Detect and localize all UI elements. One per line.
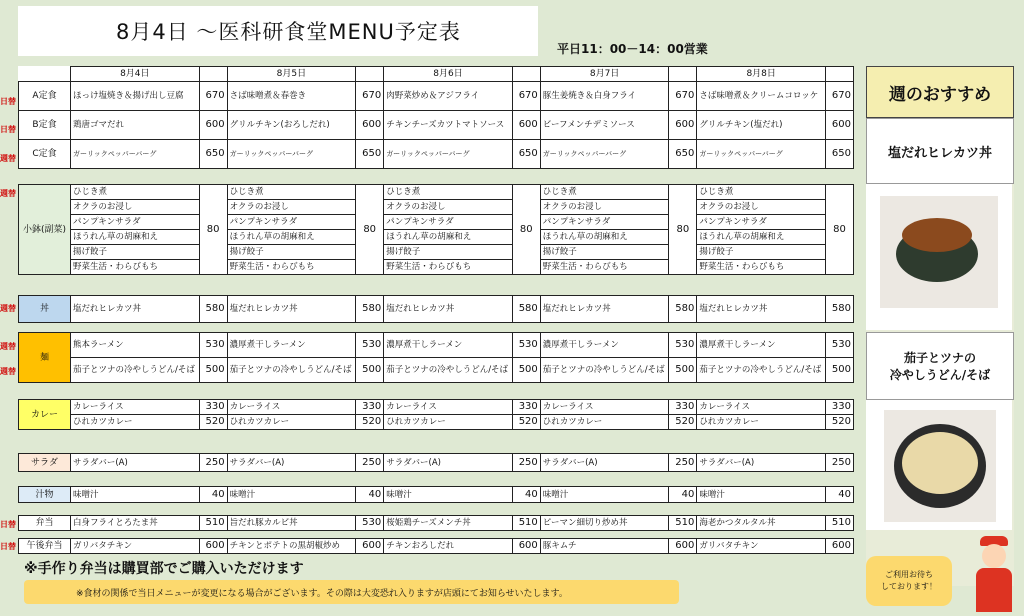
side-item: 野菜生活・わらびもち [227, 260, 356, 275]
menu-item: 濃厚煮干しラーメン [384, 333, 513, 358]
menu-item: 塩だれヒレカツ丼 [540, 296, 669, 323]
menu-item: ガリバタチキン [71, 539, 200, 554]
price: 330 [356, 400, 384, 415]
welcome-line2: しております！ [881, 582, 937, 591]
price: 510 [826, 516, 854, 531]
menu-item: 茄子とツナの冷やしうどん/そば [227, 358, 356, 383]
price: 250 [356, 454, 384, 472]
recommend-item-2 [866, 332, 1014, 400]
menu-item: カレーライス [227, 400, 356, 415]
menu-item: カレーライス [540, 400, 669, 415]
menu-item: ひれカツカレー [227, 415, 356, 430]
menu-item: グリルチキン(おろしだれ) [227, 111, 356, 140]
soup-block [18, 486, 854, 503]
price: 580 [512, 296, 540, 323]
menu-item: 肉野菜炒め＆アジフライ [384, 82, 513, 111]
weekly-tag: 週替 [0, 189, 16, 198]
day-header: 8月4日 [71, 67, 200, 82]
menu-item: 海老かつタルタル丼 [697, 516, 826, 531]
price: 600 [356, 539, 384, 554]
price: 530 [356, 516, 384, 531]
menu-item: 味噌汁 [540, 487, 669, 503]
menu-item: サラダバー(A) [227, 454, 356, 472]
kobachi-block [18, 184, 854, 275]
side-item: オクラのお浸し [227, 200, 356, 215]
menu-item: 旨だれ豚カルビ丼 [227, 516, 356, 531]
recommend-item-2-line1: 茄子とツナの [903, 351, 976, 365]
category-label: 麺 [19, 333, 71, 383]
price: 330 [512, 400, 540, 415]
price: 40 [826, 487, 854, 503]
staff-mascot-icon [970, 534, 1018, 614]
price: 600 [669, 539, 697, 554]
menu-item: ガーリックペッパーバーグ [697, 140, 826, 169]
price: 40 [512, 487, 540, 503]
menu-item: 味噌汁 [71, 487, 200, 503]
menu-item: ひれカツカレー [71, 415, 200, 430]
menu-item: チキンおろしだれ [384, 539, 513, 554]
recommend-heading: 週のおすすめ [866, 66, 1014, 118]
price: 600 [199, 111, 227, 140]
side-item: ひじき煮 [227, 185, 356, 200]
recommend-item-2-line2: 冷やしうどん/そば [889, 368, 991, 382]
price: 530 [512, 333, 540, 358]
menu-item: ガーリックペッパーバーグ [384, 140, 513, 169]
menu-item: 塩だれヒレカツ丼 [384, 296, 513, 323]
category-label: 丼 [19, 296, 71, 323]
price: 80 [356, 185, 384, 275]
side-item: 揚げ餃子 [227, 245, 356, 260]
menu-item: ひれカツカレー [384, 415, 513, 430]
side-item: パンプキンサラダ [71, 215, 200, 230]
udon-icon [902, 432, 978, 494]
menu-item: ビーフメンチデミソース [540, 111, 669, 140]
price: 600 [669, 111, 697, 140]
day-header: 8月6日 [384, 67, 513, 82]
price: 650 [199, 140, 227, 169]
side-item: ひじき煮 [540, 185, 669, 200]
change-notice: ※食材の関係で当日メニューが変更になる場合がございます。その際は大変恐れ入りますが店頭にてお知らせいたします。 [24, 580, 679, 604]
menu-item: ガーリックペッパーバーグ [71, 140, 200, 169]
menu-item: 桜姫鶏チーズメンチ丼 [384, 516, 513, 531]
side-item: ひじき煮 [384, 185, 513, 200]
menu-item: 味噌汁 [384, 487, 513, 503]
price: 330 [199, 400, 227, 415]
daily-tag: 日替 [0, 542, 16, 551]
category-label: サラダ [19, 454, 71, 472]
category-label: 午後弁当 [19, 539, 71, 554]
side-item: パンプキンサラダ [697, 215, 826, 230]
side-item: オクラのお浸し [384, 200, 513, 215]
menu-item: 塩だれヒレカツ丼 [697, 296, 826, 323]
weekly-tag: 週替 [0, 304, 16, 313]
category-label: 弁当 [19, 516, 71, 531]
menu-table [18, 66, 854, 169]
menu-item: さば味噌煮＆クリームコロッケ [697, 82, 826, 111]
price: 330 [826, 400, 854, 415]
menu-item: チキンとポテトの黒胡椒炒め [227, 539, 356, 554]
price: 530 [356, 333, 384, 358]
price: 80 [669, 185, 697, 275]
category-label: 小鉢(副菜) [19, 185, 71, 275]
price: 250 [826, 454, 854, 472]
side-item: 野菜生活・わらびもち [71, 260, 200, 275]
menu-item: 茄子とツナの冷やしうどん/そば [540, 358, 669, 383]
price: 670 [512, 82, 540, 111]
menu-item: 茄子とツナの冷やしうどん/そば [384, 358, 513, 383]
side-item: 揚げ餃子 [697, 245, 826, 260]
business-hours: 平日11：00－14：00営業 [557, 42, 708, 56]
price: 650 [669, 140, 697, 169]
weekly-tag: 週替 [0, 342, 16, 351]
menu-item: さば味噌煮＆春巻き [227, 82, 356, 111]
price: 600 [826, 539, 854, 554]
price: 510 [669, 516, 697, 531]
side-item: オクラのお浸し [697, 200, 826, 215]
side-item: 野菜生活・わらびもち [697, 260, 826, 275]
menu-item: 濃厚煮干しラーメン [697, 333, 826, 358]
welcome-line1: ご利用お待ち [885, 570, 933, 579]
katsudon-photo [866, 184, 1012, 330]
menu-item: 茄子とツナの冷やしうどん/そば [71, 358, 200, 383]
price: 670 [199, 82, 227, 111]
day-header-table [18, 66, 854, 169]
daily-tag: 日替 [0, 520, 16, 529]
day-header: 8月5日 [227, 67, 356, 82]
bento-block [18, 515, 854, 531]
price: 530 [669, 333, 697, 358]
category-label: B定食 [19, 111, 71, 140]
price: 530 [199, 333, 227, 358]
price: 510 [199, 516, 227, 531]
menu-item: 熊本ラーメン [71, 333, 200, 358]
price: 520 [826, 415, 854, 430]
menu-item: 濃厚煮干しラーメン [540, 333, 669, 358]
menu-item: カレーライス [384, 400, 513, 415]
category-label: A定食 [19, 82, 71, 111]
pm-bento-block [18, 538, 854, 554]
category-label: 汁物 [19, 487, 71, 503]
price: 500 [669, 358, 697, 383]
page-title: 8月4日 ～医科研食堂MENU予定表 [18, 6, 538, 56]
price: 670 [356, 82, 384, 111]
price: 520 [669, 415, 697, 430]
price: 600 [199, 539, 227, 554]
day-header: 8月7日 [540, 67, 669, 82]
menu-item: サラダバー(A) [384, 454, 513, 472]
price: 80 [512, 185, 540, 275]
price: 580 [356, 296, 384, 323]
udon-photo [866, 400, 1012, 530]
side-item: ほうれん草の胡麻和え [384, 230, 513, 245]
price: 670 [669, 82, 697, 111]
price: 600 [826, 111, 854, 140]
side-item: ひじき煮 [71, 185, 200, 200]
side-item: 揚げ餃子 [540, 245, 669, 260]
menu-item: 茄子とツナの冷やしうどん/そば [697, 358, 826, 383]
menu-item: 豚キムチ [540, 539, 669, 554]
menu-item: サラダバー(A) [697, 454, 826, 472]
weekly-tag: 週替 [0, 367, 16, 376]
price: 520 [356, 415, 384, 430]
side-item: パンプキンサラダ [540, 215, 669, 230]
price: 80 [199, 185, 227, 275]
price: 250 [512, 454, 540, 472]
menu-item: チキンチーズカツトマトソース [384, 111, 513, 140]
category-label: C定食 [19, 140, 71, 169]
katsu-icon [902, 218, 972, 252]
side-item: ひじき煮 [697, 185, 826, 200]
don-block [18, 295, 854, 323]
price: 40 [356, 487, 384, 503]
price: 330 [669, 400, 697, 415]
category-label: カレー [19, 400, 71, 430]
purchase-note: ※手作り弁当は購買部でご購入いただけます [24, 561, 304, 577]
price: 80 [826, 185, 854, 275]
price: 650 [356, 140, 384, 169]
day-header: 8月8日 [697, 67, 826, 82]
price: 250 [669, 454, 697, 472]
side-item: オクラのお浸し [540, 200, 669, 215]
salad-block [18, 453, 854, 472]
menu-item: 白身フライとろたま丼 [71, 516, 200, 531]
menu-item: ガーリックペッパーバーグ [540, 140, 669, 169]
price: 520 [512, 415, 540, 430]
price: 520 [199, 415, 227, 430]
side-item: パンプキンサラダ [227, 215, 356, 230]
menu-item: 味噌汁 [227, 487, 356, 503]
price: 40 [199, 487, 227, 503]
men-block [18, 332, 854, 383]
curry-block [18, 399, 854, 430]
price: 650 [512, 140, 540, 169]
menu-item: 味噌汁 [697, 487, 826, 503]
menu-item: ほっけ塩焼き＆揚げ出し豆腐 [71, 82, 200, 111]
price: 600 [356, 111, 384, 140]
menu-item: カレーライス [697, 400, 826, 415]
menu-item: ひれカツカレー [697, 415, 826, 430]
price: 580 [199, 296, 227, 323]
menu-item: サラダバー(A) [71, 454, 200, 472]
menu-item: グリルチキン(塩だれ) [697, 111, 826, 140]
menu-item: ガリバタチキン [697, 539, 826, 554]
price: 510 [512, 516, 540, 531]
menu-item: サラダバー(A) [540, 454, 669, 472]
daily-tag: 日替 [0, 125, 16, 134]
weekly-tag: 週替 [0, 154, 16, 163]
side-item: ほうれん草の胡麻和え [227, 230, 356, 245]
menu-item: カレーライス [71, 400, 200, 415]
side-item: ほうれん草の胡麻和え [71, 230, 200, 245]
side-item: 揚げ餃子 [71, 245, 200, 260]
side-item: 揚げ餃子 [384, 245, 513, 260]
menu-item: 濃厚煮干しラーメン [227, 333, 356, 358]
price: 250 [199, 454, 227, 472]
price: 530 [826, 333, 854, 358]
side-item: パンプキンサラダ [384, 215, 513, 230]
side-item: 野菜生活・わらびもち [384, 260, 513, 275]
price: 650 [826, 140, 854, 169]
menu-item: ピーマン細切り炒め丼 [540, 516, 669, 531]
price: 580 [826, 296, 854, 323]
daily-tag: 日替 [0, 97, 16, 106]
side-item: 野菜生活・わらびもち [540, 260, 669, 275]
price: 500 [199, 358, 227, 383]
price: 600 [512, 539, 540, 554]
price: 40 [669, 487, 697, 503]
menu-item: ガーリックペッパーバーグ [227, 140, 356, 169]
price: 500 [826, 358, 854, 383]
welcome-bubble [866, 556, 952, 606]
side-item: ほうれん草の胡麻和え [540, 230, 669, 245]
price: 580 [669, 296, 697, 323]
price: 500 [512, 358, 540, 383]
side-item: ほうれん草の胡麻和え [697, 230, 826, 245]
price: 500 [356, 358, 384, 383]
menu-item: 塩だれヒレカツ丼 [71, 296, 200, 323]
price: 600 [512, 111, 540, 140]
menu-item: 鶏唐ゴマだれ [71, 111, 200, 140]
side-item: オクラのお浸し [71, 200, 200, 215]
recommend-item-1: 塩だれヒレカツ丼 [866, 118, 1014, 184]
price: 670 [826, 82, 854, 111]
menu-item: 豚生姜焼き＆白身フライ [540, 82, 669, 111]
menu-item: ひれカツカレー [540, 415, 669, 430]
menu-item: 塩だれヒレカツ丼 [227, 296, 356, 323]
